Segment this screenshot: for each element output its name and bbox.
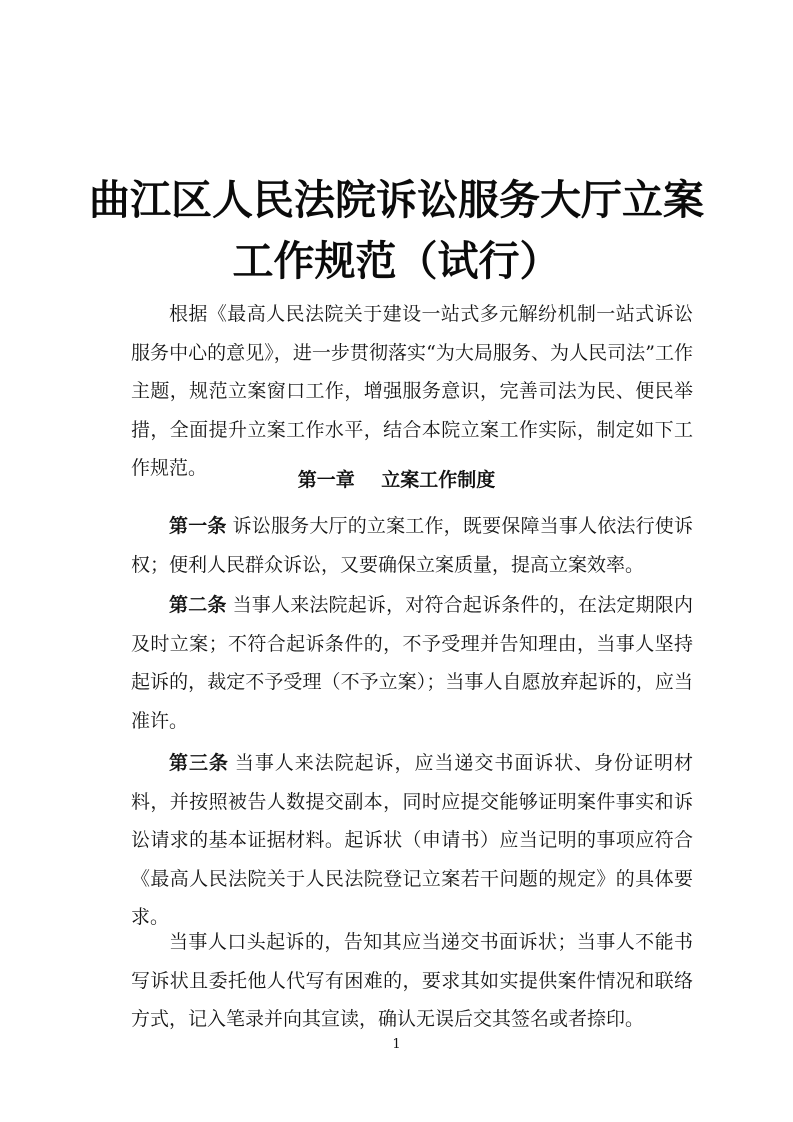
article-1 <box>131 507 693 584</box>
article-3-paragraph-2: 当事人口头起诉的，告知其应当递交书面诉状；当事人不能书写诉状且委托他人代写有困难的，要求其如实提供案件情况和联络方式，记入笔录并向其宣读，确认无误后交其签名或者捺印。 <box>131 931 693 1031</box>
chapter-heading: 第一章 立案工作制度 <box>297 469 496 491</box>
article-3-lead: 第三条 <box>169 752 229 774</box>
page-number: 1 <box>392 1037 401 1052</box>
document-title-line-2: 工作规范（试行） <box>232 237 561 285</box>
article-2-text: 当事人来法院起诉，对符合起诉条件的，在法定期限内及时立案；不符合起诉条件的，不予受理并告知理由，当事人坚持起诉的，裁定不予受理（不予立案）；当事人自愿放弃起诉的，应当准许。 <box>131 594 693 732</box>
article-2-lead: 第二条 <box>169 594 227 616</box>
article-1-text: 诉讼服务大厅的立案工作，既要保障当事人依法行使诉权；便利人民群众诉讼，又要确保立案质量，提高立案效率。 <box>131 515 693 576</box>
article-3 <box>131 744 693 937</box>
article-1-lead: 第一条 <box>169 515 227 537</box>
intro-paragraph: 根据《最高人民法院关于建设一站式多元解纷机制一站式诉讼服务中心的意见》，进一步贯彻落实“为大局服务、为人民司法”工作主题，规范立案窗口工作，增强服务意识，完善司法为民、便民举措，全面提升立案工作水平，结合本院立案工作实际，制定如下工作规范。 <box>131 303 693 480</box>
article-2 <box>131 586 693 740</box>
document-title-line-1: 曲江区人民法院诉讼服务大厅立案 <box>89 176 704 224</box>
article-3-text: 当事人来法院起诉，应当递交书面诉状、身份证明材料，并按照被告人数提交副本，同时应提交能够证明案件事实和诉讼请求的基本证据材料。起诉状（申请书）应当记明的事项应符合《最高人民法院关于人民法院登记立案若干问题的规定》的具体要求。 <box>131 752 693 929</box>
